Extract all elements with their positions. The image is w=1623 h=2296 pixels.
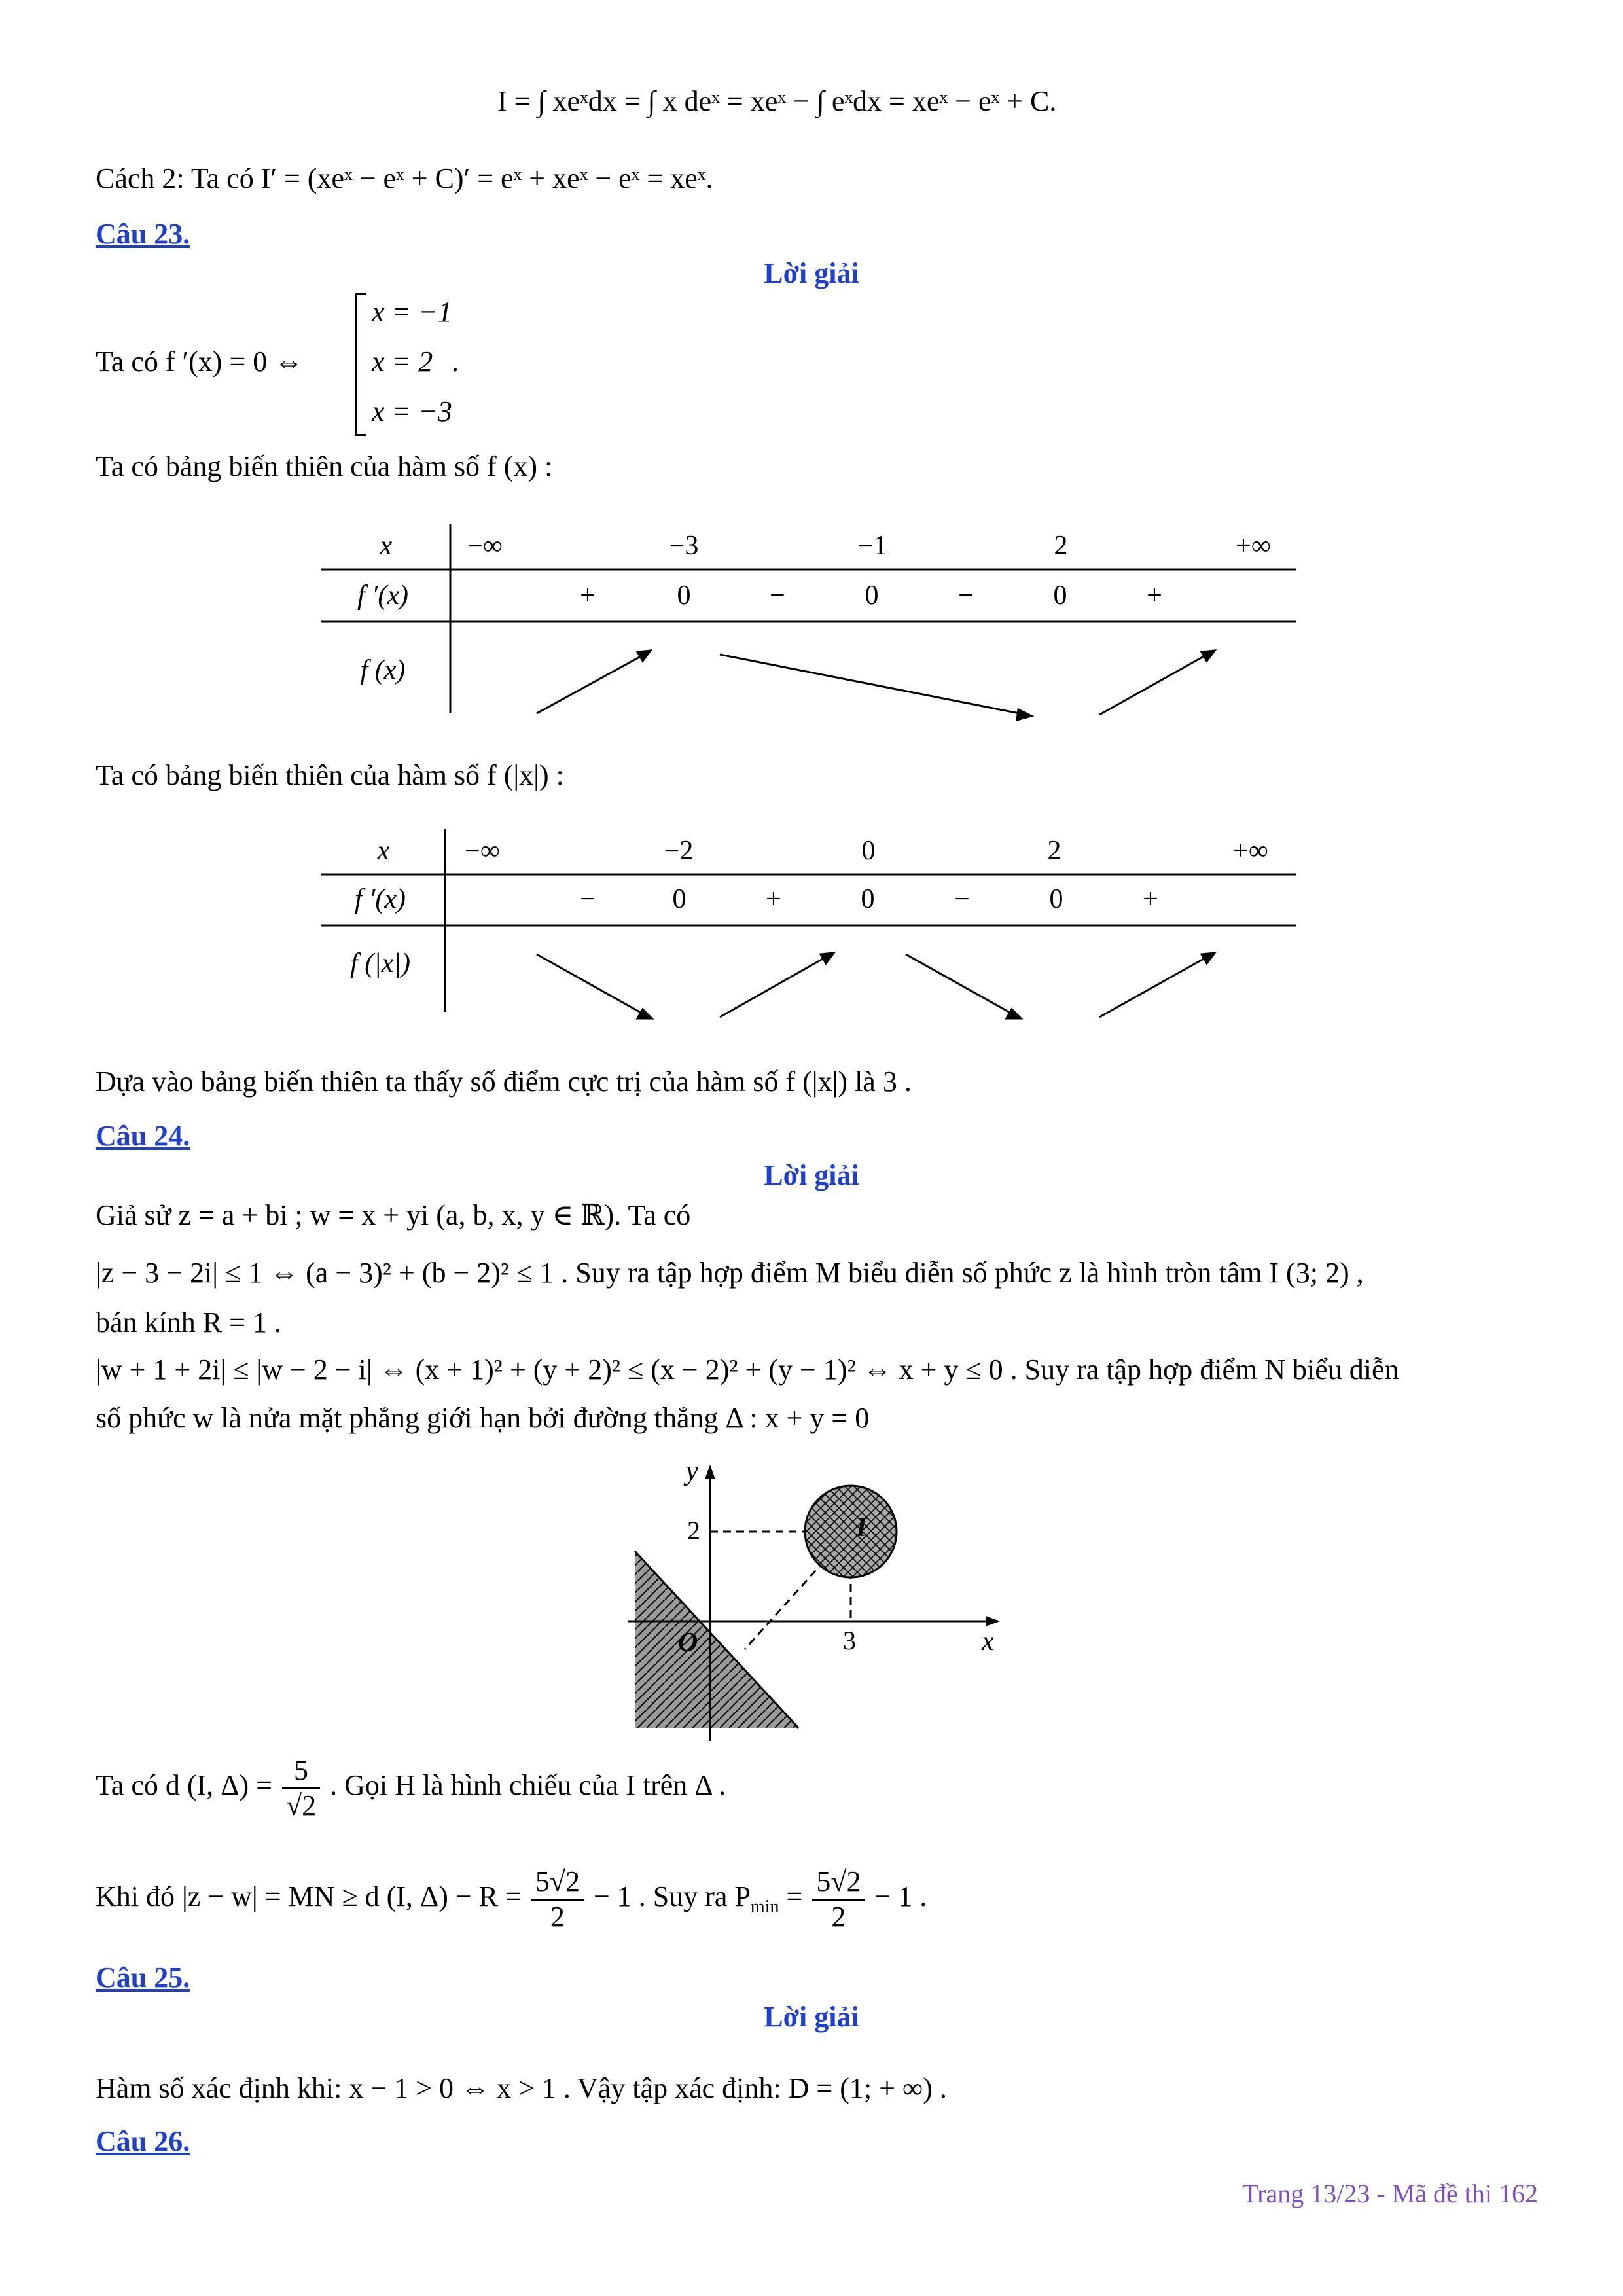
t1-x-4: +∞ <box>1236 531 1271 561</box>
q24-line7-num-a: 5√2 <box>531 1865 584 1901</box>
q23-case2: x = 2 <box>372 346 433 378</box>
t2-x-3: 2 <box>1047 836 1061 866</box>
t2-arrow-up-2 <box>1099 956 1209 1017</box>
t1-label-x: x <box>380 531 393 561</box>
q24-line6-b: . Gọi H là hình chiếu của I trên Δ . <box>330 1769 726 1802</box>
t2-sign-6: + <box>1143 884 1158 914</box>
t2-arrow-down-1 <box>537 954 647 1016</box>
q23-bbt2-caption: Ta có bảng biến thiên của hàm số f (|x|) : <box>96 759 564 791</box>
q24-line2: |z − 3 − 2i| ≤ 1 ⇔ (a − 3)² + (b − 2)² ≤ 1 . Suy ra tập hợp điểm M biểu diễn số phức z là hình tròn tâm I (3; 2) , <box>96 1257 1364 1289</box>
q24-line6-den: √2 <box>285 1789 317 1821</box>
q24-line7-b: − 1 . Suy ra P <box>593 1880 751 1913</box>
fig-y-label: y <box>686 1456 698 1486</box>
fraction-5sqrt2-over-2-b <box>812 1865 865 1933</box>
t1-sign-4: − <box>958 581 974 611</box>
t1-arrow-down <box>720 655 1026 715</box>
t1-sign-3: 0 <box>865 581 879 611</box>
q24-line7-den-b: 2 <box>831 1900 846 1933</box>
t2-x-2: 0 <box>861 836 876 866</box>
t1-sign-0: + <box>580 581 596 611</box>
t1-sign-1: 0 <box>677 581 691 611</box>
fraction-5-over-sqrt2 <box>282 1754 320 1822</box>
t2-sign-2: + <box>766 884 781 914</box>
q23-bbt1-caption: Ta có bảng biến thiên của hàm số f (x) : <box>96 450 553 482</box>
page-footer: Trang 13/23 - Mã đề thi 162 <box>1242 2179 1538 2208</box>
q24-line7-c: = <box>786 1880 803 1913</box>
t2-sign-5: 0 <box>1049 884 1063 914</box>
q24-line1: Giả sử z = a + bi ; w = x + yi (a, b, x, y ∈ ℝ). Ta có <box>96 1199 691 1231</box>
q23-case1: x = −1 <box>372 296 452 328</box>
q24-line7-num-b: 5√2 <box>812 1865 865 1901</box>
t2-arrow-down-2 <box>906 954 1016 1016</box>
t1-x-3: 2 <box>1054 531 1068 561</box>
cach2-line: Cách 2: Ta có I′ = (xeˣ − eˣ + C)′ = eˣ + xeˣ − eˣ = xeˣ. <box>96 162 713 194</box>
q24-line3: bán kính R = 1 . <box>96 1306 281 1338</box>
q24-line4: |w + 1 + 2i| ≤ |w − 2 − i| ⇔ (x + 1)² + (y + 2)² ≤ (x − 2)² + (y − 1)² ⇔ x + y ≤ 0 . Suy ra tập hợp điểm N biểu diễn <box>96 1354 1399 1386</box>
q26-title: Câu 26. <box>96 2125 190 2157</box>
t1-label-f: f (x) <box>360 655 406 685</box>
t2-sign-3: 0 <box>861 884 875 914</box>
t2-label-fprime: f ′(x) <box>355 884 406 914</box>
t2-sign-1: 0 <box>672 884 687 914</box>
q25-line1: Hàm số xác định khi: x − 1 > 0 ⇔ x > 1 . Vậy tập xác định: D = (1; + ∞) . <box>96 2072 947 2104</box>
q24-line7 <box>96 1865 927 1933</box>
q23-period: . <box>452 346 459 378</box>
q23-ta-co: Ta có f ′(x) = 0 ⇔ <box>96 346 304 378</box>
q24-line6-a: Ta có d (I, Δ) = <box>96 1769 272 1802</box>
t2-x-4: +∞ <box>1233 836 1268 866</box>
t2-x-1: −2 <box>664 836 694 866</box>
t1-x-1: −3 <box>669 531 699 561</box>
t1-arrow-up-2 <box>1099 653 1209 715</box>
q24-line7-sub: min <box>750 1896 779 1917</box>
t1-sign-5: 0 <box>1053 581 1067 611</box>
q23-solution-label: Lời giải <box>764 257 859 289</box>
q23-title: Câu 23. <box>96 218 190 250</box>
fig-x-label: x <box>982 1626 994 1657</box>
t1-x-0: −∞ <box>467 531 503 561</box>
q24-line7-den-a: 2 <box>550 1900 565 1933</box>
t2-label-x: x <box>377 836 390 866</box>
q24-line6 <box>96 1754 726 1822</box>
t1-label-fprime: f ′(x) <box>357 581 408 611</box>
half-plane-figure <box>628 1453 1008 1741</box>
q23-case3: x = −3 <box>372 395 452 427</box>
fig-tick-y: 2 <box>687 1516 700 1545</box>
fraction-5sqrt2-over-2-a <box>531 1865 584 1933</box>
q25-solution-label: Lời giải <box>764 2001 859 2033</box>
q24-line6-num: 5 <box>282 1754 320 1789</box>
t2-x-0: −∞ <box>465 836 500 866</box>
fig-origin-label: O <box>678 1628 698 1658</box>
disk-center-I <box>805 1486 897 1577</box>
t1-x-2: −1 <box>857 531 887 561</box>
integral-formula: I = ∫ xeˣdx = ∫ x deˣ = xeˣ − ∫ eˣdx = xeˣ − eˣ + C. <box>497 85 1057 117</box>
q24-solution-label: Lời giải <box>764 1159 859 1191</box>
q24-line5: số phức w là nửa mặt phẳng giới hạn bởi đường thẳng Δ : x + y = 0 <box>96 1402 870 1434</box>
t2-sign-4: − <box>954 884 970 914</box>
t1-arrow-up-1 <box>537 653 647 713</box>
t2-label-f: f (|x|) <box>350 948 410 978</box>
t1-sign-2: − <box>770 581 785 611</box>
q24-title: Câu 24. <box>96 1120 190 1152</box>
q24-line7-d: − 1 . <box>874 1880 927 1913</box>
q25-title: Câu 25. <box>96 1962 190 1994</box>
q23-bracket <box>355 293 366 436</box>
fig-tick-x: 3 <box>843 1626 856 1655</box>
t1-sign-6: + <box>1147 581 1162 611</box>
fig-center-label: I <box>856 1513 867 1543</box>
q23-conclusion: Dựa vào bảng biến thiên ta thấy số điểm cực trị của hàm số f (|x|) là 3 . <box>96 1066 912 1098</box>
q24-line7-a: Khi đó |z − w| = MN ≥ d (I, Δ) − R = <box>96 1880 522 1913</box>
t2-sign-0: − <box>580 884 596 914</box>
t2-arrow-up-1 <box>720 956 829 1017</box>
